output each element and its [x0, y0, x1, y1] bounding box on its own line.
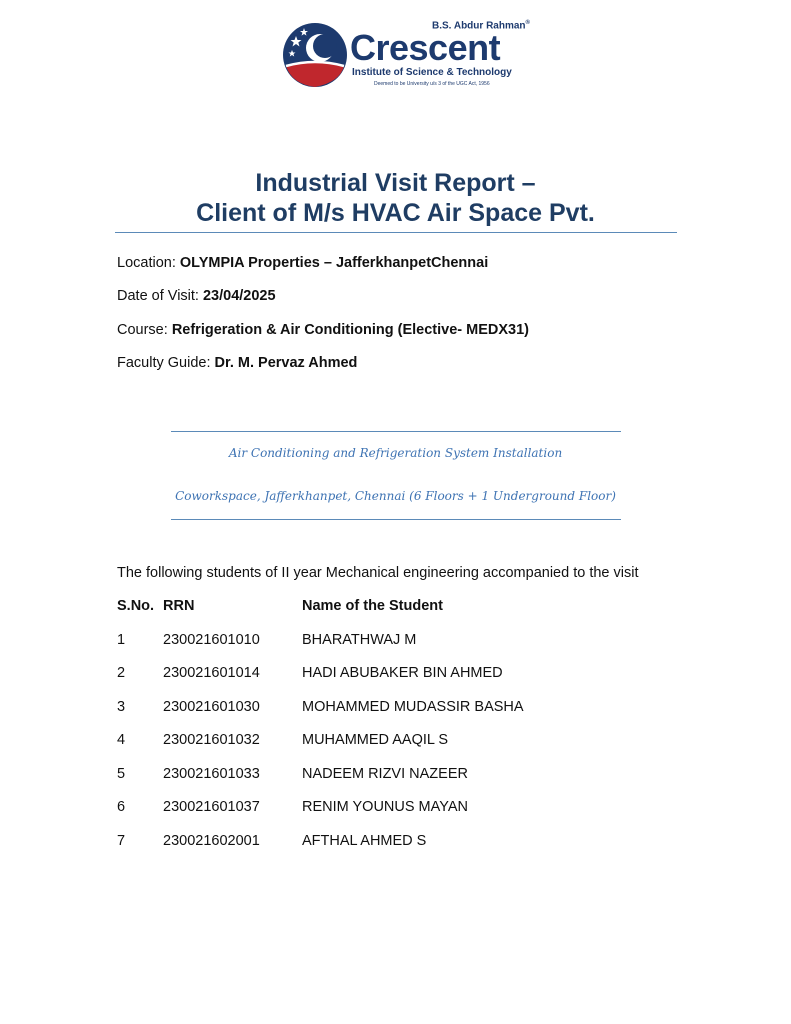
- row-rrn: 230021601030: [163, 699, 260, 715]
- guide-line: [117, 355, 357, 371]
- logo-name: Crescent: [350, 27, 501, 68]
- course-value: Refrigeration & Air Conditioning (Elective- MEDX31): [171, 322, 529, 338]
- logo-top-text: B.S. Abdur Rahman®: [432, 20, 530, 32]
- table-row: [0, 766, 791, 786]
- students-intro: The following students of II year Mechanical engineering accompanied to the visit: [117, 565, 639, 581]
- row-rrn: 230021601032: [163, 732, 260, 748]
- row-name: MUHAMMED AAQIL S: [302, 732, 449, 748]
- table-header: [0, 598, 791, 618]
- row-rrn: 230021601010: [163, 632, 260, 648]
- guide-label: Faculty Guide:: [117, 355, 215, 371]
- quote-line1: Air Conditioning and Refrigeration System Installation: [228, 446, 563, 460]
- location-line: [117, 255, 488, 271]
- crescent-emblem-icon: [282, 22, 348, 88]
- row-rrn: 230021601037: [163, 799, 260, 815]
- report-title-line2: Client of M/s HVAC Air Space Pvt.: [196, 199, 595, 227]
- report-title-line1: Industrial Visit Report –: [255, 169, 536, 197]
- course-label: Course:: [117, 322, 172, 338]
- row-sno: 2: [117, 665, 126, 681]
- date-line: [117, 288, 276, 304]
- row-name: HADI ABUBAKER BIN AHMED: [302, 665, 503, 681]
- quote-divider-top: [171, 431, 621, 432]
- course-line: [117, 322, 529, 338]
- row-name: AFTHAL AHMED S: [302, 833, 427, 849]
- row-name: BHARATHWAJ M: [302, 632, 417, 648]
- header-name: Name of the Student: [302, 598, 443, 614]
- row-rrn: 230021602001: [163, 833, 260, 849]
- logo-subtitle: Institute of Science & Technology: [352, 67, 512, 78]
- row-sno: 1: [117, 632, 126, 648]
- quote-divider-bottom: [171, 519, 621, 520]
- row-rrn: 230021601033: [163, 766, 260, 782]
- table-row: [0, 699, 791, 719]
- table-row: [0, 833, 791, 853]
- row-name: MOHAMMED MUDASSIR BASHA: [302, 699, 524, 715]
- date-value: 23/04/2025: [202, 288, 276, 304]
- row-sno: 5: [117, 766, 126, 782]
- row-sno: 7: [117, 833, 126, 849]
- row-name: RENIM YOUNUS MAYAN: [302, 799, 468, 815]
- date-label: Date of Visit:: [117, 288, 203, 304]
- quote-line2: Coworkspace, Jafferkhanpet, Chennai (6 Floors + 1 Underground Floor): [175, 489, 616, 503]
- row-rrn: 230021601014: [163, 665, 260, 681]
- institution-logo: [282, 20, 532, 90]
- location-label: Location:: [117, 255, 180, 271]
- header-sno: S.No.: [117, 598, 155, 614]
- title-divider: [115, 232, 677, 233]
- row-sno: 6: [117, 799, 126, 815]
- logo-tagline: Deemed to be University u/s 3 of the UGC Act, 1956: [374, 81, 490, 87]
- table-row: [0, 799, 791, 819]
- header-rrn: RRN: [163, 598, 195, 614]
- table-row: [0, 632, 791, 652]
- row-sno: 3: [117, 699, 126, 715]
- row-name: NADEEM RIZVI NAZEER: [302, 766, 468, 782]
- location-value: OLYMPIA Properties – JafferkhanpetChennai: [179, 255, 489, 271]
- table-row: [0, 732, 791, 752]
- row-sno: 4: [117, 732, 126, 748]
- guide-value: Dr. M. Pervaz Ahmed: [214, 355, 358, 371]
- table-row: [0, 665, 791, 685]
